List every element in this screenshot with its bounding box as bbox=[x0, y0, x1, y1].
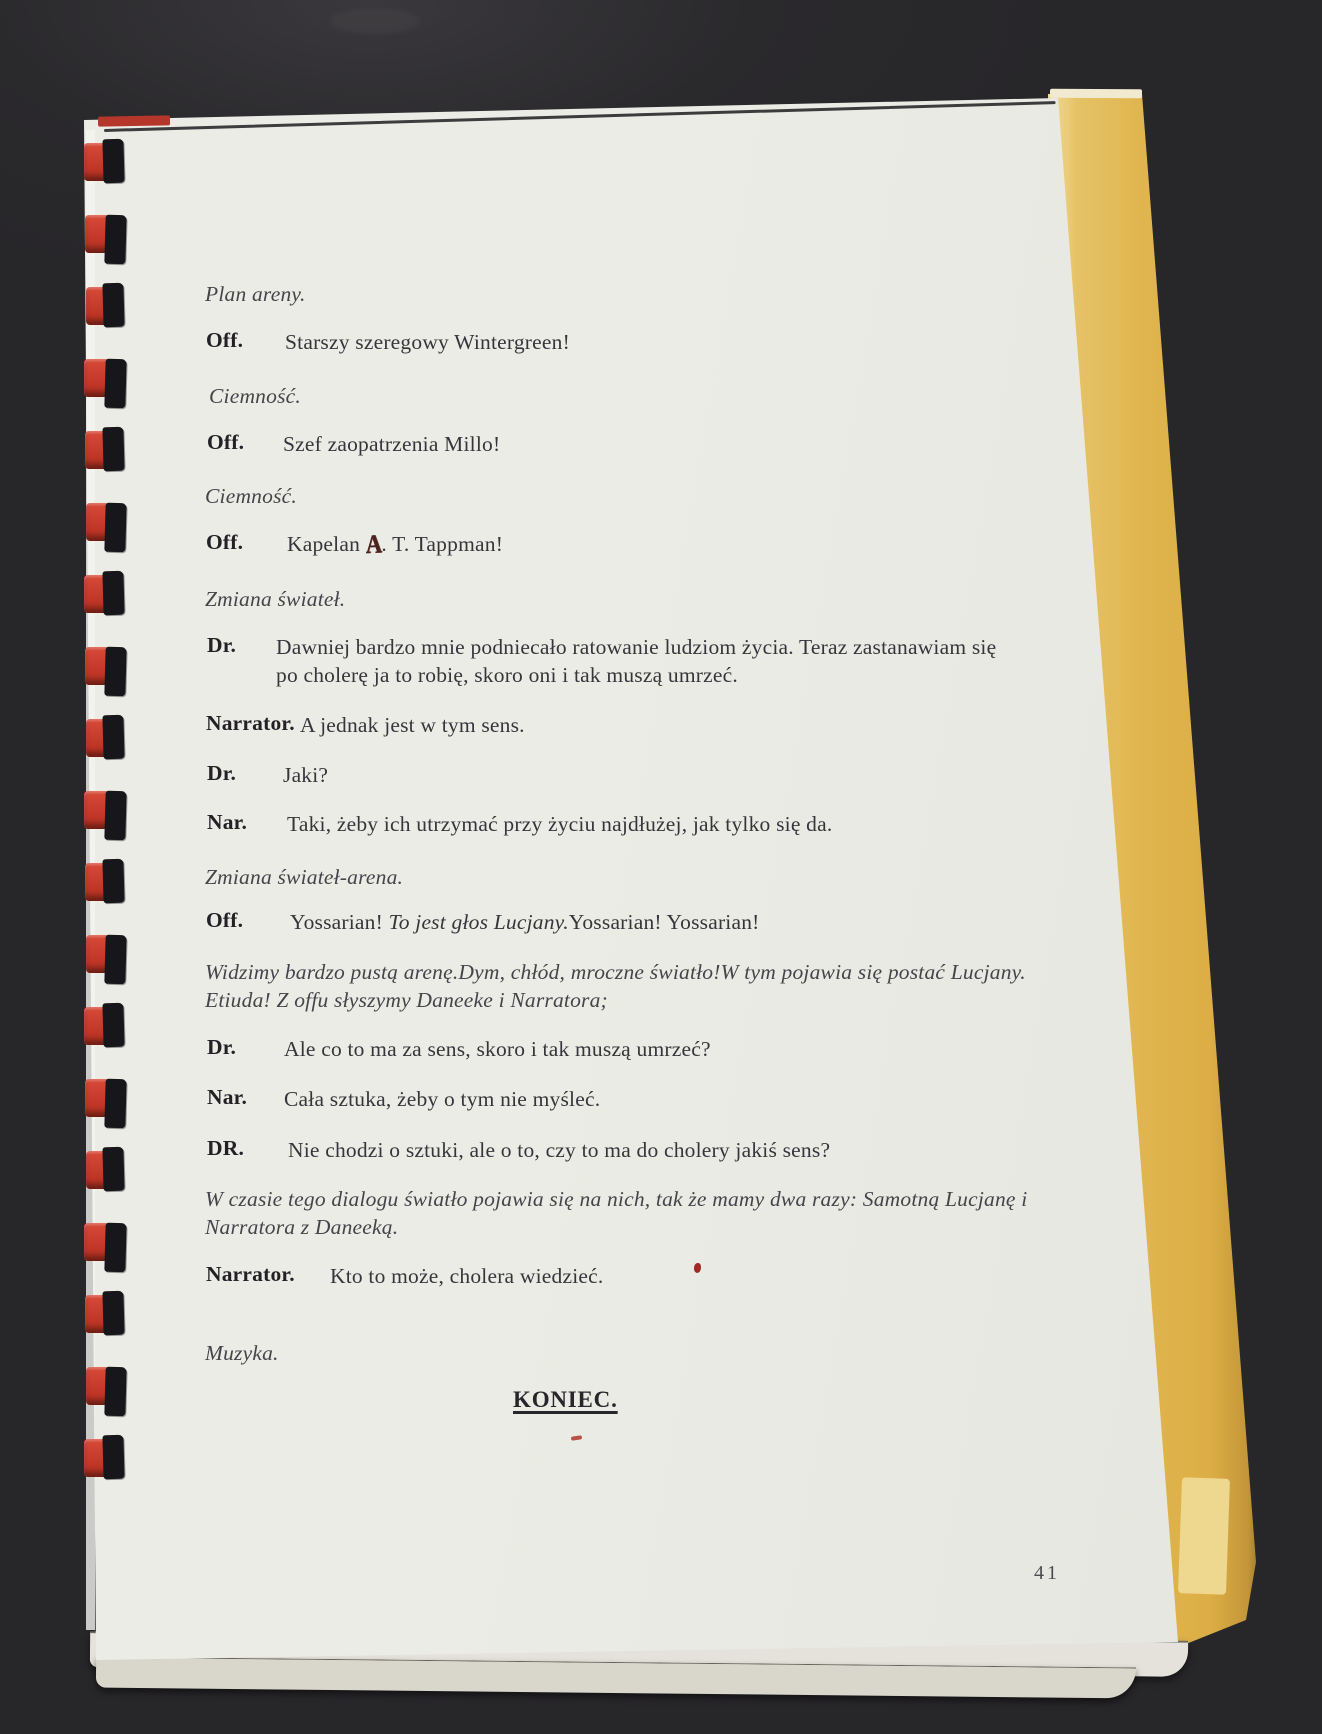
role-label: Nar. bbox=[207, 810, 248, 834]
line-text: KONIEC. bbox=[513, 1387, 618, 1412]
line-text: Muzyka. bbox=[205, 1341, 279, 1365]
role-label: Dr. bbox=[207, 1035, 237, 1059]
line-text: Widzimy bardzo pustą arenę.Dym, chłód, mroczne światło!W tym pojawia się postać Lucjany. Etiuda! Z offu słyszymy Daneeke i Narratora; bbox=[205, 960, 1026, 1012]
line-text: Taki, żeby ich utrzymać przy życiu najdłużej, jak tylko się da. bbox=[287, 812, 833, 836]
role-label: Off. bbox=[206, 530, 244, 554]
role-label: Off. bbox=[206, 328, 244, 352]
line-text: Kto to może, cholera wiedzieć. bbox=[330, 1264, 604, 1288]
line-text: Zmiana świateł. bbox=[205, 587, 346, 611]
role-label: Dr. bbox=[207, 761, 237, 785]
line-text: Ciemność. bbox=[209, 384, 301, 408]
line-text: A jednak jest w tym sens. bbox=[300, 713, 525, 737]
handwritten-correction: A bbox=[364, 529, 383, 559]
role-label: Nar. bbox=[207, 1085, 248, 1109]
line-text: Cała sztuka, żeby o tym nie myśleć. bbox=[284, 1087, 601, 1111]
page-number: 41 bbox=[1034, 1562, 1060, 1584]
line-text: Plan areny. bbox=[205, 282, 306, 306]
line-text: Ale co to ma za sens, skoro i tak muszą umrzeć? bbox=[284, 1037, 711, 1061]
role-label: Off. bbox=[206, 908, 244, 932]
line-text: Zmiana świateł-arena. bbox=[205, 865, 404, 889]
role-label: Off. bbox=[207, 430, 245, 454]
line-text: Yossarian! To jest głos Lucjany.Yossarian! Yossarian! bbox=[290, 910, 760, 934]
role-label: Dr. bbox=[207, 633, 237, 657]
line-text: Ciemność. bbox=[205, 484, 297, 508]
line-text: Starszy szeregowy Wintergreen! bbox=[285, 330, 570, 354]
role-label: DR. bbox=[207, 1136, 245, 1160]
line-text: Kapelan A. T. Tappman! bbox=[287, 530, 503, 558]
line-text: Dawniej bardzo mnie podniecało ratowanie ludziom życia. Teraz zastanawiam się po cholerę ja to robię, skoro oni i tak muszą umrzeć. bbox=[276, 635, 997, 687]
line-text: Szef zaopatrzenia Millo! bbox=[283, 432, 501, 456]
scan-smudge bbox=[330, 8, 420, 34]
line-text: W czasie tego dialogu światło pojawia się na nich, tak że mamy dwa razy: Samotną Lucjanę i Narratora z Daneeką. bbox=[205, 1187, 1028, 1239]
role-label: Narrator. bbox=[206, 711, 295, 735]
line-text: Jaki? bbox=[283, 763, 329, 787]
line-text: Nie chodzi o sztuki, ale o to, czy to ma do cholery jakiś sens? bbox=[288, 1138, 831, 1162]
role-label: Narrator. bbox=[206, 1262, 295, 1286]
